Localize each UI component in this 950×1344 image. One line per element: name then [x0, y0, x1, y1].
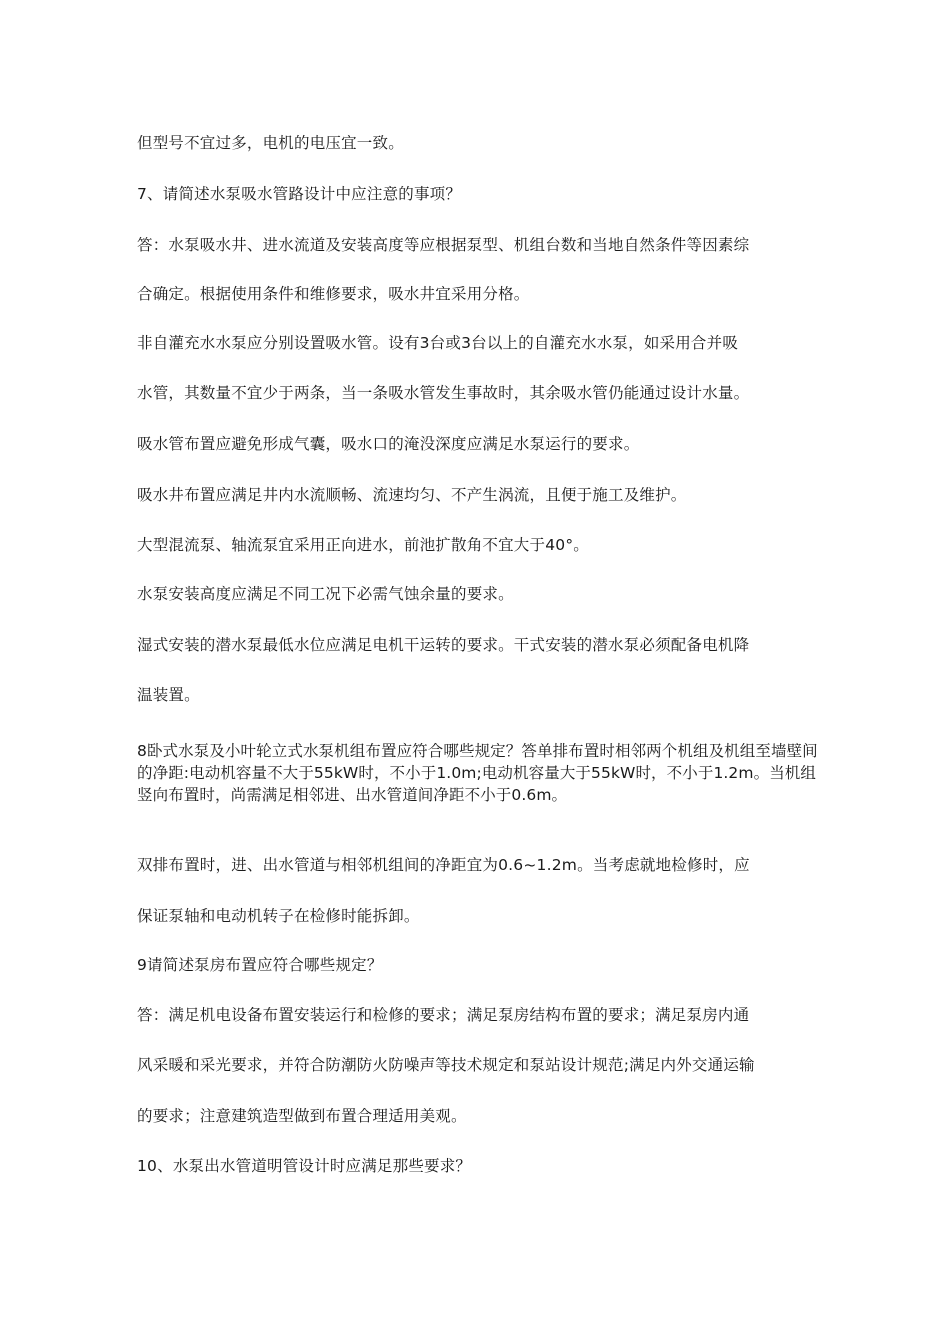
paragraph-line: 答：水泵吸水井、进水流道及安装高度等应根据泵型、机组台数和当地自然条件等因素综 — [137, 236, 750, 254]
question-8-paragraph: 8卧式水泵及小叶轮立式水泵机组布置应符合哪些规定？答单排布置时相邻两个机组及机组至墙壁间的净距:电动机容量不大于55kW时，不小于1.0m;电动机容量大于55kW时，不小于1.2m。当机组竖向布置时，尚需满足相邻进、出水管道间净距不小于0.6m。 — [137, 742, 818, 804]
question-7-heading: 7、请简述水泵吸水管路设计中应注意的事项？ — [137, 185, 462, 203]
paragraph-line: 水管，其数量不宜少于两条，当一条吸水管发生事故时，其余吸水管仍能通过设计水量。 — [137, 384, 750, 402]
paragraph-line: 湿式安装的潜水泵最低水位应满足电机干运转的要求。干式安装的潜水泵必须配备电机降 — [137, 636, 750, 654]
paragraph-line: 双排布置时，进、出水管道与相邻机组间的净距宜为0.6~1.2m。当考虑就地检修时，应 — [137, 856, 750, 874]
paragraph-line: 吸水井布置应满足井内水流顺畅、流速均匀、不产生涡流，且便于施工及维护。 — [137, 486, 687, 504]
question-9-heading: 9请简述泵房布置应符合哪些规定？ — [137, 956, 383, 974]
question-10-heading: 10、水泵出水管道明管设计时应满足那些要求？ — [137, 1157, 472, 1175]
paragraph-line: 但型号不宜过多，电机的电压宜一致。 — [137, 134, 404, 152]
paragraph-line: 风采暖和采光要求，并符合防潮防火防噪声等技术规定和泵站设计规范;满足内外交通运输 — [137, 1056, 755, 1074]
paragraph-line: 保证泵轴和电动机转子在检修时能拆卸。 — [137, 907, 420, 925]
paragraph-line: 吸水管布置应避免形成气囊，吸水口的淹没深度应满足水泵运行的要求。 — [137, 435, 640, 453]
paragraph-line: 非自灌充水水泵应分别设置吸水管。设有3台或3台以上的自灌充水水泵，如采用合并吸 — [137, 334, 739, 352]
paragraph-line: 大型混流泵、轴流泵宜采用正向进水，前池扩散角不宜大于40°。 — [137, 536, 589, 554]
paragraph-line: 水泵安装高度应满足不同工况下必需气蚀余量的要求。 — [137, 585, 514, 603]
paragraph-line: 答：满足机电设备布置安装运行和检修的要求；满足泵房结构布置的要求；满足泵房内通 — [137, 1006, 750, 1024]
paragraph-line: 合确定。根据使用条件和维修要求，吸水井宜采用分格。 — [137, 285, 530, 303]
paragraph-line: 温装置。 — [137, 686, 200, 704]
paragraph-line: 的要求；注意建筑造型做到布置合理适用美观。 — [137, 1107, 467, 1125]
